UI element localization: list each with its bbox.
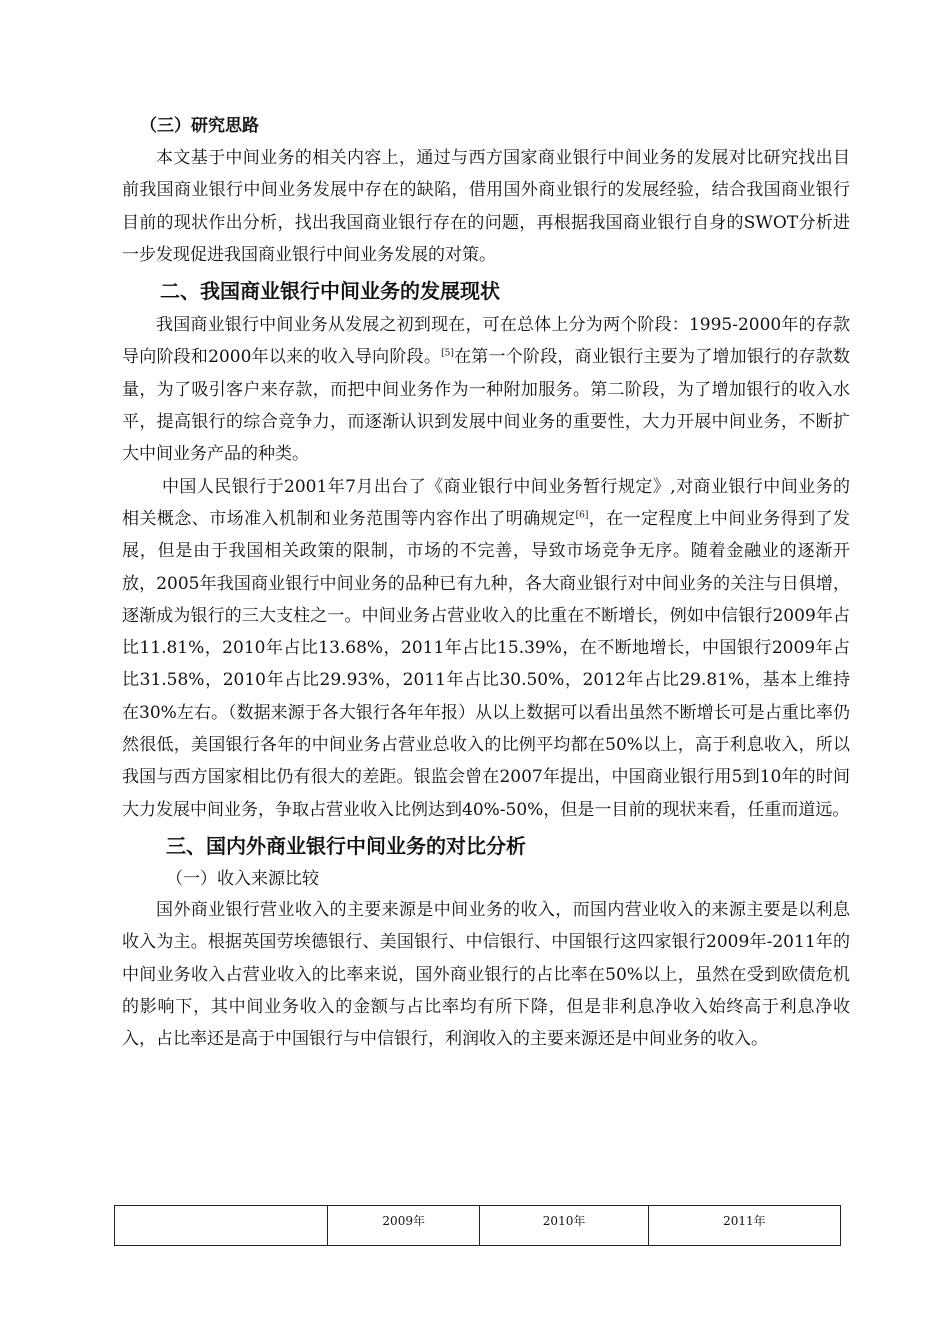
paragraph-regulation-history — [122, 471, 850, 826]
table-header-row — [115, 1206, 841, 1246]
paragraph-income-comparison: 国外商业银行营业收入的主要来源是中间业务的收入，而国内营业收入的来源主要是以利息收入为主。根据英国劳埃德银行、美国银行、中信银行、中国银行这四家银行2009年-2011年的中间业务收入占营业收入的比率来说，国外商业银行的占比率在50%以上，虽然在受到欧债危机的影响下，其中间业务收入的金额与占比率均有所下降，但是非利息净收入始终高于利息净收入，占比率还是高于中国银行与中信银行，利润收入的主要来源还是中间业务的收入。 — [122, 899, 850, 1050]
table-header-2011: 2011年 — [648, 1206, 840, 1246]
paragraph-text: 中国人民银行于2001年7月出台了《商业银行中间业务暂行规定》,对商业银行中间业务的相关概念、市场准入机制和业务范围等内容作出了明确规定 — [122, 476, 850, 529]
table-header-2010: 2010年 — [480, 1206, 648, 1246]
document-body — [122, 110, 850, 1055]
subheading-research-approach: （三）研究思路 — [140, 116, 259, 136]
citation-ref: [5] — [441, 348, 454, 359]
section-2-heading: 二、我国商业银行中间业务的发展现状 — [160, 279, 500, 304]
paragraph-development-stages — [122, 309, 850, 470]
paragraph-research-approach: 本文基于中间业务的相关内容上，通过与西方国家商业银行中间业务的发展对比研究找出目前我国商业银行中间业务发展中存在的缺陷，借用国外商业银行的发展经验，结合我国商业银行目前的现状作出分析，找出我国商业银行存在的问题，再根据我国商业银行自身的SWOT分析进一步发现促进我国商业银行中间业务发展的对策。 — [122, 148, 850, 265]
paragraph-text: ，在一定程度上中间业务得到了发展，但是由于我国相关政策的限制，市场的不完善，导致市场竞争无序。随着金融业的逐渐开放，2005年我国商业银行中间业务的品种已有九种，各大商业银行对中间业务的关注与日俱增，逐渐成为银行的三大支柱之一。中间业务占营业收入的比重在不断增长，例如中信银行2009年占比11.81%，2010年占比13.68%，2011年占比15.39%，在不断地增长，中国银行2009年占比31.58%，2010年占比29.93%，2011年占比30.50%，2012年占比29.81%，基本上维持在30%左右。（数据来源于各大银行各年年报）从以上数据可以看出虽然不断增长可是占重比率仍然很低，美国银行各年的中间业务占营业总收入的比例平均都在50%以上，高于利息收入，所以我国与西方国家相比仍有很大的差距。银监会曾在2007年提出，中国商业银行用5到10年的时间大力发展中间业务，争取占营业收入比例达到40%-50%，但是一目前的现状来看，任重而道远。 — [122, 508, 851, 820]
subheading-income-source: （一）收入来源比较 — [166, 868, 319, 889]
comparison-table — [114, 1205, 841, 1246]
paragraph-text: 我国商业银行中间业务从发展之初到现在，可在总体上分为两个阶段：1995-2000年的存款导向阶段和2000年以来的收入导向阶段。 — [122, 315, 850, 368]
section-3-heading: 三、国内外商业银行中间业务的对比分析 — [166, 833, 526, 858]
paragraph-text: 在第一个阶段，商业银行主要为了增加银行的存款数量，为了吸引客户来存款，而把中间业务作为一种附加服务。第二阶段，为了增加银行的收入水平，提高银行的综合竞争力，而逐渐认识到发展中间业务的重要性，大力开展中间业务，不断扩大中间业务产品的种类。 — [122, 347, 851, 465]
citation-ref: [6] — [575, 510, 589, 521]
table-header-blank — [115, 1206, 328, 1246]
table-header-2009: 2009年 — [327, 1206, 479, 1246]
comparison-table-container — [114, 1205, 841, 1246]
